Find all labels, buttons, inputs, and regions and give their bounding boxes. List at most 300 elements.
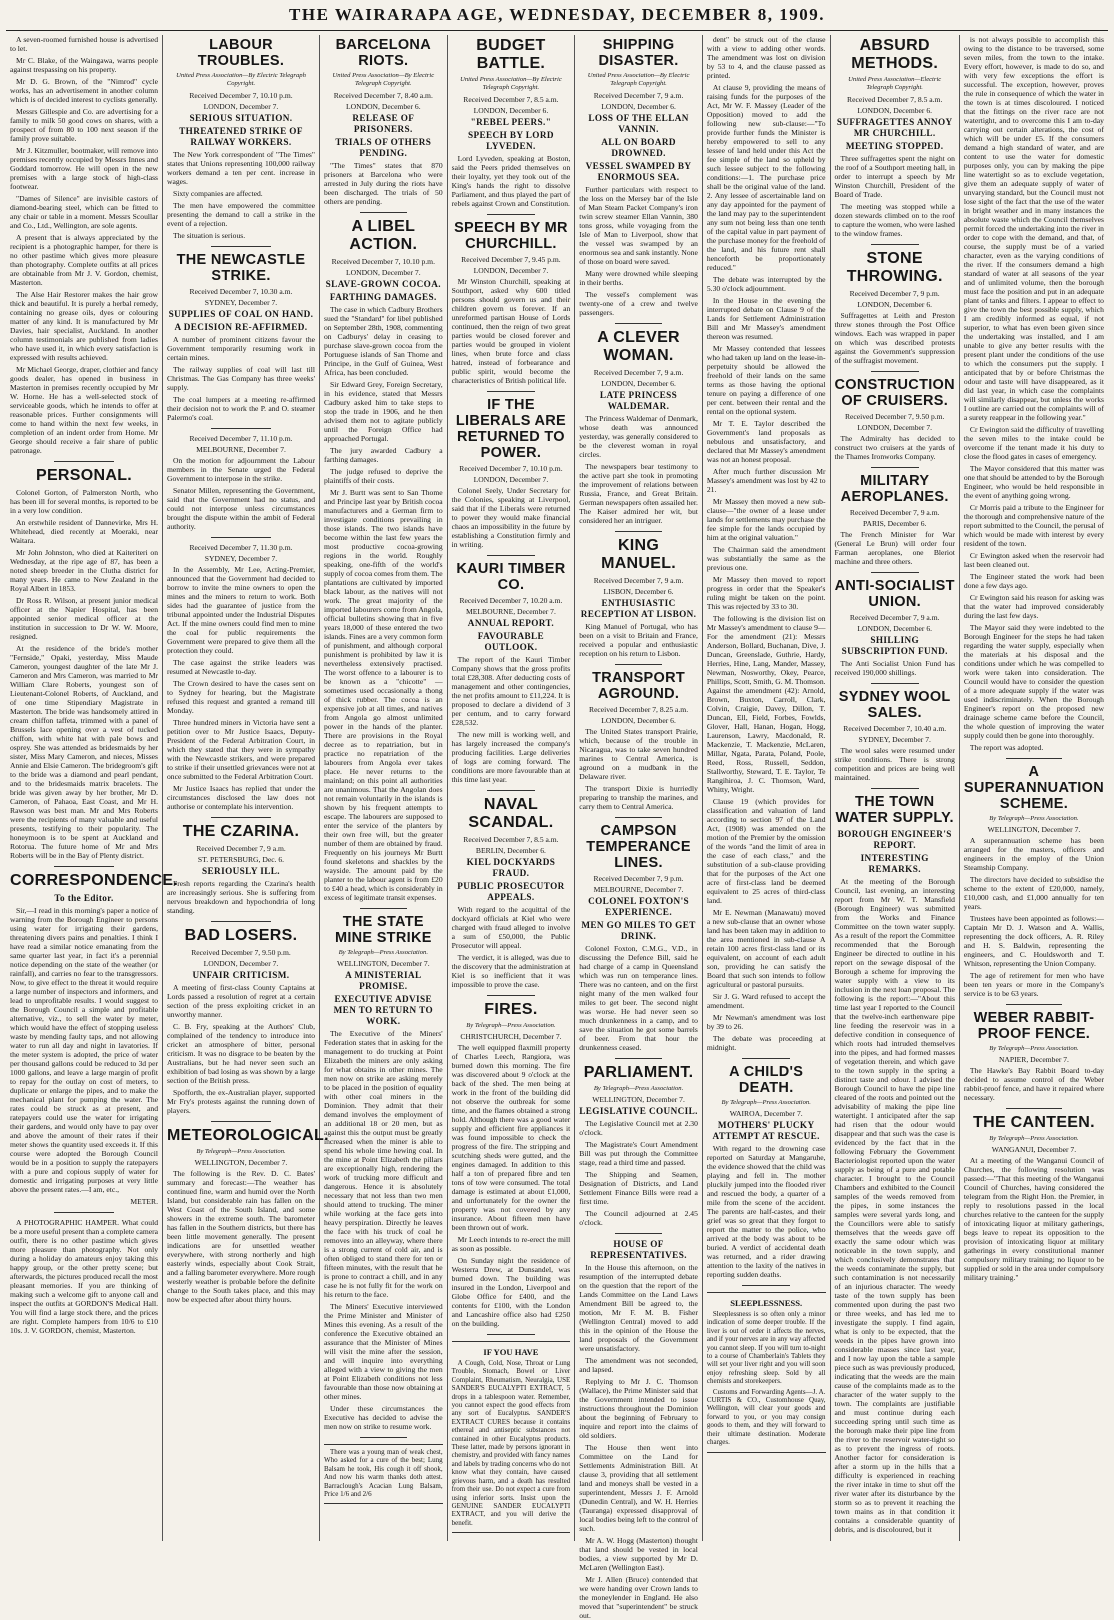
paragraph: Mr T. E. Taylor described the Government's land proposals as nebulous and unsatisfactory, and declared that Mr Massey's amendment was not an honest proposal. — [706, 419, 826, 464]
paragraph: Three suffragettes spent the night on the roof of a Southport meeting hall, in order to interrupt a speech by Mr Winston Churchill, President of the Board of Trade. — [834, 154, 955, 199]
paragraph: The vessel's complement was twenty-one of a crew and twelve passengers. — [579, 290, 698, 317]
divider — [615, 664, 662, 665]
article-heading: LABOUR TROUBLES. — [197, 37, 285, 69]
article-heading: BARCELONA RIOTS. — [335, 37, 431, 69]
dateline: Received December 7, 11.30 p.m. — [189, 543, 293, 552]
paragraph: A number of prominent citizens favour the Government temporarily resuming work in certain mines. — [167, 335, 315, 362]
paragraph: The New York correspondent of "The Times" states that Unions representing 100,000 railway workers demand a ten per cent. increase in wages. — [167, 150, 315, 186]
subheading: ENTHUSIASTIC RECEPTION AT LISBON. — [580, 598, 697, 619]
paragraph: A Cough, Cold, Nose, Throat or Lung Trouble, Stomach, Bowel or Liver Complaint, Rheumatism, Neuralgia, USE SANDER'S EUCALYPTI EXTRACT, 5 drops in a tablespoon water. Remember, you cannot expect the good effects from any sort of Eucalyptus. SANDER'S EXTRACT CURES because it contains ethereal and antiseptic substances not contained in other Eucalyptus products. These latter, made by persons ignorant in chemistry, and provided with fancy names and labels by trading concerns who do not know what they contain, have caused grievous harm, and a death has resulted from their use. Do not expect a cure from using inferior sorts. Insist upon the GENUINE SANDER EUCALYPTI EXTRACT, and you will derive the benefit. — [451, 1359, 571, 1527]
paragraph: Senator Millen, representing the Government, said that the Government had no status, and could not interpose unless circumstances brought the dispute within the ambit of Federal authority. — [167, 486, 315, 531]
divider — [487, 995, 534, 996]
paragraph: The Council adjourned at 2.45 o'clock. — [579, 1209, 698, 1227]
subheading: SERIOUS SITUATION. — [189, 113, 293, 123]
place-date: SYDNEY, December 7. — [858, 735, 931, 744]
paragraph: The Executive of the Miners' Federation states that in asking for the management to do trucking at Point Elizabeth the miners are only asking for what obtains in other mines. The men now on strike are asking merely to be placed in the position of equality with other coal miners in the Dominion. They admit that their demand involves the employment of an additional 18 or 20 men, but as against this the output must be greatly increased when the miner is able to spend his whole time hewing coal. In the mine at Point Elizabeth the pillars are exceptionally high, rendering the work of trucking more difficult and dangerous. Hence it is absolutely necessary that not less than two men should attend to trucking. The miner while working at the face gets into heavy perspiration. Directly he leaves the face with his truck of coal he removes into an alleyway, where there is a strong current of cold air, and is often obliged to stand there for ten or fifteen minutes, with the result that he is prone to contract a chill, and in any case he is not fully fit for the work on his return to the face. — [324, 1029, 443, 1299]
subheading: MEN GO MILES TO GET DRINK. — [581, 920, 696, 941]
article — [452, 796, 571, 989]
paragraph: In the Assembly, Mr Lee, Acting-Premier, announced that the Government had decided to borrow to invite the mine owners to open the mines and the miners to return to work. Both sides had the guarantee of justice from the tribunal appointed under the Industrial Disputes Act. If the mine owners could find men to mine the coal for public requirements the Government were prepared to give them all the protection they could. — [167, 565, 315, 655]
article-heading: KAURI TIMBER CO. — [456, 561, 566, 593]
article — [452, 397, 571, 549]
subheading: EXECUTIVE ADVISE MEN TO RETURN TO WORK. — [333, 994, 434, 1026]
subheading: SUPPLIES OF COAL ON HAND. — [168, 309, 314, 319]
paragraph: The report was adopted. — [969, 743, 1044, 752]
paragraph: Mr E. Newman (Manawatu) moved a new sub-clause that an owner whose land has been taken may in addition to the area mentioned in sub-clause A retain 100 acres first-class land or its equivalent, on account of each adult son, providing he can satisfy the Board that such son intends to follow agricultural or pastoral pursuits. — [706, 908, 826, 989]
masthead-title: THE WAIRARAPA AGE, WEDNESDAY, DECEMBER 8, 1909. — [289, 5, 825, 24]
paragraph: Lord Lyveden, speaking at Boston, said the Peers prided themselves on their loyalty, yet they took out of the King's hands the right to dissolve Parliament, and thus played the part of rebels against Crown and Constitution. — [451, 154, 571, 208]
dateline: Received December 7, 8.5 a.m. — [463, 95, 559, 104]
place-date: MELBOURNE, December 7. — [593, 885, 684, 894]
paragraph: Cr Morris paid a tribute to the Engineer for the thorough and comprehensive nature of the report submitted to the Council, the perusal of which would be made with interest by every resident of the town. — [963, 503, 1104, 548]
article — [835, 578, 955, 677]
article-heading: MILITARY AEROPLANES. — [840, 473, 949, 505]
article-heading: KING MANUEL. — [601, 537, 677, 572]
subheading: SLAVE-GROWN COCOA. — [325, 279, 441, 289]
article-heading: CORRESPONDENCE. — [10, 872, 179, 889]
paragraph: A PHOTOGRAPHIC HAMPER. What could be a more useful present than a complete camera outfit, there is no other pastime which gives more pleasure than photography. Not only during a holiday do amateurs enjoy taking this happy group, or the other pretty scene; but afterwards, the pictures produced recall the most pleasant memories. If you are thinking of making such a welcome gift to anyone call and inspect the outfits at GORDON'S Medical Hall. You will find a large stock there, and the prices are right. Complete hampers from 10/6 to £10 10s. J. V. GORDON, chemist, Masterton. — [10, 1218, 159, 1335]
divider — [871, 244, 919, 245]
ad-heading: IF YOU HAVE — [483, 1347, 539, 1357]
paragraph: Colonel Gorton, of Palmerston North, who has been ill for several months, is reported to be in a very low condition. — [10, 488, 158, 515]
place-date: WANGANUI, December 7. — [991, 1145, 1077, 1154]
dateline: Received December 7, 8.25 a.m. — [589, 705, 689, 714]
article — [10, 35, 158, 455]
article — [707, 35, 826, 1052]
divider — [871, 572, 919, 573]
subheading: MOTHERS' PLUCKY ATTEMPT AT RESCUE. — [712, 1120, 820, 1141]
place-date: WAIROA, December 7. — [729, 1109, 803, 1118]
paragraph: Fresh reports regarding the Czarina's health are increasingly serious. She is suffering from nervous breakdown and hypochondria of long standing. — [167, 879, 315, 915]
paragraph: A seven-roomed furnished house is advertised to let. — [10, 35, 158, 53]
wire-credit: United Press Association—By Electric Telegraph Copyright. — [587, 72, 690, 87]
subheading: INTERESTING REMARKS. — [860, 853, 929, 874]
paragraph: Trustees have been appointed as follows:—Captain Mr D. J. Watson and A. Wallis, representing the dock officers, A. R. Riley and H. S. Baldwin, representing the engineers, and C. Houldsworth and T. Whitson, representing the Union Company. — [963, 914, 1104, 968]
divider — [54, 1212, 113, 1213]
article — [167, 37, 315, 240]
paragraph: The verdict, it is alleged, was due to the discovery that the administration at Kiel is so inefficient that it was impossible to prove the case. — [451, 953, 571, 989]
paragraph: A meeting of first-class County Captains at Lords passed a resolution of regret at a certain section of the press exploiting cricket in an unworthy manner. — [167, 983, 315, 1019]
paragraph: Cr Ewington said the difficulty of travelling the seven miles to the intake could be overcome if the tenant made it his duty to close the flood gates in cases of emergency. — [963, 425, 1104, 461]
paragraph: The Alse Hair Restorer makes the hair grow thick and beautiful. It is purely a herbal remedy, containing no grease oils, dyes or colouring matter of any kind. It is manufactured by Mr Davies, hair specialist, Auckland. In another column testimonials are published from ladies who have used it, in which every satisfaction is expressed with results achieved. — [10, 290, 158, 362]
place-date: LONDON, December 6. — [857, 624, 933, 633]
subheading: SUFFRAGETTES ANNOY MR CHURCHILL. — [836, 117, 953, 138]
paragraph: Sir J. G. Ward refused to accept the amendment. — [706, 992, 826, 1010]
dateline: Received December 7, 9 a.m. — [849, 613, 940, 622]
place-date: LONDON, December 6. — [601, 102, 676, 111]
paragraph: Mr Winston Churchill, speaking at Southport, asked why 600 titled persons should govern us and their children govern us forever. If an unreformed partisan House of Lords continued, then the reign of two great parties would be closed forever and parties would be grouped in violent lines, when brute force and class hatred, instead of forbearance and public spirit, would become the characteristics of British political life. — [451, 277, 571, 385]
subheading: KIEL DOCKYARDS FRAUD. — [466, 857, 556, 878]
dateline: Received December 7, 9 a.m. — [593, 576, 684, 585]
dateline: Received December 7, 8.5 a.m. — [847, 95, 943, 104]
paragraph: On the motion for adjournment the Labour members in the Senate urged the Federal Government to interpose in the strike. — [167, 456, 315, 483]
dateline: Received December 7, 9 p.m. — [849, 289, 940, 298]
subheading: VESSEL SWAMPED BY ENORMOUS SEA. — [585, 161, 692, 182]
paragraph: Mr Leech intends to re-erect the mill as soon as possible. — [451, 1235, 571, 1253]
paragraph: The coal lumpers at a meeting re-affirmed their decision not to work the P. and O. steamer Palermo's coal. — [167, 395, 315, 422]
divider — [211, 537, 270, 538]
wire-credit: By Telegraph—Press Association. — [338, 949, 428, 956]
paragraph: The Crown desired to have the cases sent on to Sydney for hearing, but the Magistrate refused this request and granted a remand till Monday. — [167, 679, 315, 715]
place-date: MELBOURNE, December 7. — [196, 445, 286, 454]
article — [964, 1114, 1104, 1282]
paragraph: On Sunday night the residence of Westerra Drew, at Dunsandel, was burned down. The building was insured in the London, Liverpool and Globe Office for £400, and the contents for £100, with the London and Lancashire office also had £250 on the building. — [451, 1256, 571, 1328]
paragraph: Mr Justice Isaacs has replied that under the circumstances disclosed the law does not authorise or contemplate his intervention. — [167, 784, 315, 811]
subheading: SERIOUSLY ILL. — [202, 866, 280, 876]
dateline: Received December 7, 10.20 a.m. — [459, 596, 563, 605]
paragraph: The case against the strike leaders was resumed at Newcastle to-day. — [167, 658, 315, 676]
divider — [487, 391, 534, 392]
article — [579, 670, 698, 811]
paragraph: The Chairman said the amendment was substantially the same as the previous one. — [706, 545, 826, 572]
paragraph: The Shipping and Seamen, Designation of Districts, and Land Settlement Finance Bills were read a first time. — [579, 1170, 698, 1206]
divider — [211, 921, 270, 922]
subheading: A DECISION RE-AFFIRMED. — [174, 322, 308, 332]
article-heading: ANTI-SOCIALIST UNION. — [834, 578, 955, 610]
paragraph: Suffragettes at Leith and Preston threw stones through the Post Office windows. Each was wrapped in paper on which was described protests against the Government's suppression of the suffragist movement. — [834, 311, 955, 365]
divider — [615, 531, 662, 532]
paragraph: Mr J. Kitzmuller, bootmaker, will remove into premises recently occupied by Messrs Innes and Goddard tomorrow. He will open in the new premises with a large stock of high-class footwear. — [10, 146, 158, 191]
article-heading: PARLIAMENT. — [583, 1064, 694, 1081]
place-date: SYDNEY, December 7. — [204, 554, 278, 563]
article — [835, 37, 955, 238]
wire-credit: By Telegraph—Press Association. — [989, 1135, 1079, 1142]
article-heading: IF THE LIBERALS ARE RETURNED TO POWER. — [455, 397, 567, 461]
article-heading: METEOROLOGICAL. — [167, 1127, 329, 1144]
place-date: LONDON, December 7. — [473, 266, 549, 275]
wire-credit: United Press Association—By Electric Telegraph Copyright. — [176, 72, 306, 87]
article-heading: A CHILD'S DEATH. — [729, 1064, 804, 1096]
article-heading: THE NEWCASTLE STRIKE. — [176, 252, 306, 284]
subheading: UNFAIR CRITICISM. — [192, 970, 290, 980]
ad-heading: SLEEPLESSNESS. — [730, 1298, 803, 1308]
paragraph: Many were drowned while sleeping in their berths. — [579, 269, 698, 287]
article-heading: SYDNEY WOOL SALES. — [838, 689, 951, 721]
subheading: ANNUAL REPORT. — [467, 618, 555, 628]
article-heading: STONE THROWING. — [846, 250, 943, 285]
paragraph: The meeting was stopped while a dozen stewards climbed on to the roof to capture the women, who were lashed to the window frames. — [834, 202, 955, 238]
article-heading: SPEECH BY MR CHURCHILL. — [454, 220, 568, 252]
paragraph: With regard to the drowning case reported on Saturday at Mangaruhe, the evidence showed that the child was playing and fell in. The mother pluckily jumped into the flooded river and rescued the body, a quarter of a mile from the scene of the accident. The parents are half-castes, and their grief was so great that they forgot to report the matter to the police, who arrived at the body was about to be buried. A verdict of accidental death was returned, and a rider drawing attention to the laxity of the natives in reporting sudden deaths. — [706, 1144, 826, 1279]
article-heading: A SUPERANNUATION SCHEME. — [963, 764, 1104, 812]
paragraph: Sleeplessness is so often only a minor indication of some deeper trouble. If the liver is out of order it affects the nerves, and if your nerves are in any way affected you cannot sleep. If you will turn to-night to a course of Chamberlain's Tablets they will set your liver right and you will soon enjoy refreshing sleep. Sold by all chemists and storekeepers. — [706, 1310, 826, 1386]
paragraph: The situation is serious. — [173, 231, 246, 240]
article — [324, 218, 443, 902]
dateline: Received December 7, 9 a.m. — [849, 508, 940, 517]
divider — [487, 1334, 534, 1335]
article — [167, 434, 315, 531]
article-heading: ABSURD METHODS. — [851, 37, 939, 72]
dateline: Received December 7, 10.40 a.m. — [843, 724, 947, 733]
place-date: WELLINGTON, December 7. — [336, 959, 430, 968]
article — [324, 37, 443, 206]
place-date: LONDON, December 7. — [203, 959, 279, 968]
subheading: TRIALS OF OTHERS PENDING. — [335, 137, 432, 158]
place-date: PARIS, December 6. — [862, 519, 927, 528]
divider — [360, 212, 407, 213]
wire-credit: By Telegraph—Press Association. — [989, 815, 1079, 822]
dateline: Received December 7, 10.10 p.m. — [189, 91, 293, 100]
paragraph: At a meeting of the Wanganui Council of Churches, the following resolution was passed:—"That this meeting of the Wanganui Council of Churches, having considered the telegram from the Right Hon. the Premier, in reply to resolutions passed in the local churches relative to the canteen for the supply of intoxicating liquor at military gatherings, begs leave to repeat its opposition to the provision of intoxicating liquor at military gatherings in every constitutional manner compulsory military training; no liquor to be supplied or sold in the area under compulsory military training." — [963, 1156, 1104, 1282]
divider — [360, 1437, 407, 1438]
wire-credit: United Press Association—Electric Telegraph Copyright. — [848, 76, 942, 91]
subheading: SPEECH BY LORD LYVEDEN. — [467, 130, 554, 151]
article — [167, 543, 315, 811]
divider — [487, 790, 534, 791]
divider — [211, 428, 270, 429]
divider — [1006, 758, 1062, 759]
paragraph: The newspapers bear testimony to the active part she took in promoting the improvement of relations between Russia, France, and Great Britain. German newspapers often assailed her. The Kaiser admired her wit, but considered her an intriguer. — [579, 462, 698, 525]
paragraph: The Engineer stated the work had been done a few days ago. — [963, 572, 1104, 590]
paragraph: In the House in the evening the interrupted debate on Clause 9 of the Lands for Settlement Administration Bill and Mr Massey's amendment thereon was resumed. — [706, 296, 826, 341]
paragraph: The Hawke's Bay Rabbit Board to-day decided to assume control of the Weber rabbit-proof fence, and have it repaired where necessary. — [963, 1066, 1104, 1102]
paragraph: Replying to Mr J. C. Thomson (Wallace), the Prime Minister said that the Government intended to issue instructions throughout the Dominion about the beginning of February to inquire and report into the claims of old soldiers. — [579, 1377, 698, 1440]
article — [579, 1064, 698, 1227]
place-date: LONDON, December 6. — [857, 300, 933, 309]
divider — [871, 467, 919, 468]
article — [579, 1239, 698, 1620]
paragraph: The transport Dixie is hurriedly preparing to tranship the marines, and carry them to Central America. — [579, 784, 698, 811]
paragraph: A superannuation scheme has been arranged for the masters, officers and engineers in the employ of the Union Steamship Company. — [963, 836, 1104, 872]
column-4 — [448, 35, 576, 1541]
article — [167, 927, 315, 1115]
divider — [615, 1058, 662, 1059]
paragraph: At the meeting of the Borough Council, last evening, an interesting report from Mr W. T. Mansfield (Borough Engineer) was submitted from the Works and Finance Committee on the town water supply. As a result of the report the Committee recommended that the Borough Engineer be directed to outline in his report on the sewage disposal of the Borough a scheme for improving the water supply with a view to its inclusion in the next loan proposal. The following is the report:—"About this time last year I reported to the Council that the twelve-inch earthenware pipe line feeding the reservoir was in a defective condition in consequence of which roots had intruded themselves into the pipes, and had formed masses of vegetation therein, and which gave to the town supply in the spring a distinct taste and odour. I advised the Borough Council to have the pipe line cleared of the roots and pointed out the advisability of making the pipe line watertight. I anticipated after the sap had risen that the odour would disappear and that such was the case is evidenced by the fact that in the following February the Government Bacteriologist reported upon the water supply as being of a pure and potable character. I brought to the Council Chambers and exhibited to the Council samples of the weeds removed from the pipes, in some instances the samples were several yards long, and the Councillors were able to satisfy themselves that the weeds gave off exactly the same odour which was noticeable in the town supply, and which conclusively demonstrates that the weeds contaminate the supply, but such contamination is not necessarily of an injurious character. The weedy taste of the town supply has been commented upon during the past two or three weeks, and has led me to investigate the supply. I find again, what is only to be expected, that the weeds in the pipes have grown into considerable masses since last year, and I now lay upon the table a sample piece such as was previously produced, indicating that the weeds are the main cause of the complaints made as to the character of the water supply to the town. The complaints are justifiable and must continue during each succeeding spring until such time as the borough make their pipe line from the river to the reservoir water-tight so as to prevent the ingress of roots. Another factor for consideration is after a storm up in the hills that a difficulty is experienced in reaching the river intake in time to shut off the river water after its disturbance by the storm so as to prevent it reaching the town mains as in that condition it contains a considerable quantity of debris, and is discoloured, but it — [834, 877, 955, 1534]
paragraph: The railway supplies of coal will last till Christmas. The Gas Company has three weeks' supply. — [167, 365, 315, 392]
divider — [1006, 1004, 1062, 1005]
dateline: Received December 7, 10.30 a.m. — [189, 287, 293, 296]
paragraph: The Admiralty has decided to construct two cruisers at the yards of the Thames Ironworks Company. — [834, 434, 955, 461]
article — [452, 37, 571, 208]
paragraph: Mr C. Blake, of the Waingawa, warns people against trespassing on his property. — [10, 56, 158, 74]
subheading: COLONEL FOXTON'S EXPERIENCE. — [588, 896, 690, 917]
advertisement — [707, 1292, 826, 1453]
column-6 — [703, 35, 831, 1541]
paragraph: C. B. Fry, speaking at the Authors' Club, complained of the tendency to introduce into cricket an atmosphere of bitter, personal criticism. It was no disgrace to be beaten by the Australians, but he had never seen such an exhibition of bad losing as was shown by a large section of the British press. — [167, 1022, 315, 1085]
paragraph: The age of retirement for men who have been ten years or more in the Company's service is to be 63 years. — [963, 971, 1104, 998]
divider — [871, 683, 919, 684]
place-date: SYDNEY, December 7. — [204, 298, 278, 307]
paragraph: Under these circumstances the Executive has decided to advise the men now on strike to resume work. — [324, 1404, 443, 1431]
place-date: BERLIN, December 6. — [475, 846, 546, 855]
paragraph: The men have empowered the committee presenting the demand to call a strike in the event of a rejection. — [167, 201, 315, 228]
wire-credit: By Telegraph—Press Association. — [593, 1085, 684, 1092]
article — [10, 872, 179, 1206]
article — [452, 561, 571, 784]
article — [835, 794, 955, 1534]
wire-credit: United Press Association—By Electric Telegraph Copyright. — [460, 76, 562, 91]
paragraph: Messrs Gillespie and Co. are advertising for a family to milk 50 good cows on shares, with a prospect of from 80 to 100 next season if the family prove suitable. — [10, 107, 158, 143]
paragraph: Mr D. G. Brown, of the "Nimrod" cycle works, has an advertisement in another column which is of decided interest to cyclists generally. — [10, 77, 158, 104]
paragraph: The Princess Waldemar of Denmark, whose death was announced yesterday, was generally considered to be the cleverest woman in royal circles. — [579, 414, 698, 459]
paragraph: The debate was proceeding at midnight. — [706, 1034, 826, 1052]
paragraph: Mr A. W. Hogg (Masterton) thought that land should be vested in local bodies, a view supported by Mr D. McLaren (Wellington East). — [579, 1536, 698, 1572]
article-heading: BUDGET BATTLE. — [476, 37, 546, 72]
paragraph: Three hundred miners in Victoria have sent a petition over to Mr Justice Isaacs, Deputy-President of the Federal Arbitration Court, in which they stated that they were in sympathy with the Newcastle strikers, and were prepared to strike if their unsettled grievances were not at once submitted to the Federal Arbitration Court. — [167, 718, 315, 781]
paragraph: Mr J. Allen (Bruce) contended that we were handing over Crown lands to the moneylender in England. He also moved that "superintendent" be struck out. — [579, 1575, 698, 1620]
paragraph: Dr Ross R. Wilson, at present junior medical officer at the Napier Hospital, has been appointed senior medical officer at the institution in succession to Dr W. W. Moore, resigned. — [10, 596, 158, 641]
paragraph: The amendment was not seconded, and lapsed. — [579, 1356, 698, 1374]
divider — [1006, 1108, 1062, 1109]
subheading: To the Editor. — [54, 893, 114, 903]
place-date: LONDON, December 6. — [857, 106, 933, 115]
dateline: Received December 7, 10.10 p.m. — [331, 257, 435, 266]
subheading: ALL ON BOARD DROWNED. — [601, 137, 676, 158]
article — [579, 37, 698, 317]
paragraph: There was a young man of weak chest, Who asked for a cure of the best; Lung Balsam he took, His cough it off shook, And now his warm thanks doth attest. Barraclough's Acacian Lung Balsam, Price 1/6 and 2/6 — [324, 1448, 443, 1499]
article-heading: WEBER RABBIT-PROOF FENCE. — [973, 1010, 1095, 1042]
column-5 — [575, 35, 703, 1620]
masthead — [6, 0, 1108, 31]
dateline: Received December 7, 9 a.m. — [593, 368, 684, 377]
divider — [871, 371, 919, 372]
paragraph: Clause 19 (which provides for classification and valuation of land according to section 97 of the Land Act, (1908) was amended on the motion of the Premier by the omission of the words "and the limit of area in the case of each class," and the substitution of a sub-clause providing that for the purposes of the Act one acre of first-class land be deemed equivalent to 25 acres of third-class land. — [706, 797, 826, 905]
place-date: MELBOURNE, December 7. — [466, 607, 556, 616]
paragraph: The wool sales were resumed under strike conditions. There is strong competition and prices are being well maintained. — [834, 746, 955, 782]
paragraph: "The Times" states that 870 prisoners at Barcelona who were arrested in July during the riots have been discharged. The trials of 50 others are pending. — [324, 161, 443, 206]
article-heading: THE STATE MINE STRIKE — [334, 914, 432, 946]
article — [835, 377, 955, 461]
article — [579, 537, 698, 658]
paragraph: Cr Ewington said his reason for asking was that the water had improved considerably during the last few days. — [963, 593, 1104, 620]
article-heading: TRANSPORT AGROUND. — [592, 670, 686, 702]
subheading: MEETING STOPPED. — [845, 141, 944, 151]
paragraph: The case in which Cadbury Brothers sued the "Standard" for libel published on September 28th, 1908, commenting on Cadburys' delay in ceasing to purchase slave-grown cocoa from the Portuguese islands of San Thome and Principe, in the Gulf of Guinea, West Africa, has been concluded. — [324, 305, 443, 377]
article — [835, 473, 955, 566]
paragraph: The debate was interrupted by the 5.30 o'clock adjournment. — [706, 275, 826, 293]
place-date: LISBON, December 6. — [603, 587, 674, 596]
paragraph: Colonel Seely, Under Secretary for the Colonies, speaking at Liverpool, said that if the Liberals were returned to power they would make financial chaos an impossibility in the future by establishing a Constitution firmly and in writing. — [451, 486, 571, 549]
divider — [615, 1233, 662, 1234]
article-heading: A CLEVER WOMAN. — [597, 329, 680, 364]
paragraph: A present that is always appreciated by the recipient is a photographic hamper, for there is no other pastime which gives more pleasure than photography. Complete outfits at all prices are obtainable from Mr J. V. Gordon, chemist, Masterton. — [10, 233, 158, 287]
paragraph: "Dames of Silence" are invisible castors of diamond-bearing steel, which can be fitted to any chair or table in a moment. Messrs Scoullar and Co., Ltd., Wellington, are sole agents. — [10, 194, 158, 230]
paragraph: The judge refused to deprive the plaintiffs of their costs. — [324, 467, 443, 485]
paragraph: The United States transport Prairie, which, because of the trouble in Nicaragua, was to take seven hundred marines to Central America, is aground on a mudbank in the Delaware river. — [579, 727, 698, 781]
paragraph: is not always possible to accomplish this owing to the distance to be traversed, some seven miles, from the town to the intake. Every effort, however, is made to do so, and with very few exceptions the effort is successful. The exception, however, proves the rule in consequence of which the water in the town is at times discoloured. I noticed that the fittings on the river race are not watertight, and to overcome this I am to-day carrying out certain alterations, the cost of which will be under £5. If the consumers demand a high standard of water, and are content to use the water for domestic purposes only, you can by making the pipe line watertight so as to exclude vegetation, give them an adequate supply of water of unvarying standard, but the Council must not lose sight of the fact that the use of the water in bright weather and in many instances the absolute waste which the Council themselves permit forced the undertaking into the river in order to cope with the demand, and that, of course, the supply must be of a varied character, even as the varying conditions of the river. If the consumers demand a high standard of water at all seasons of the year and of unlimited volume, then the borough must face the position and put in an adequate plant of tanks and filters. I appear to effect to give the town the best possible supply, which I am credibly informed as equal, if not superior, to what has even been given since the undertaking was installed, and I am unable to give any better results with the present plant under the conditions of the use to which the consumers put the supply. I anticipated that by or before Christmas the odour and taste will have disappeared, as it did last year, in which case the complaints will similarly disappear, but unless the works I outline are carried out the complaints will of a surety reappear in the following year." — [963, 35, 1104, 422]
column-1 — [6, 35, 179, 1541]
divider — [742, 1285, 789, 1286]
paragraph: Cr Ewington asked when the reservoir had last been cleaned out. — [963, 551, 1104, 569]
paragraph: Mr John Johnston, who died at Kaiteriteri on Wednesday, at the ripe age of 87, has been a noted sheep breeder in the Clutha district for many years. He came to New Zealand in the Royal Albert in 1853. — [10, 548, 158, 593]
divider — [487, 214, 534, 215]
divider — [615, 323, 662, 324]
paragraph: The Mayor said they were indebted to the Borough Engineer for the steps he had taken regarding the water supply, especially when the materials at his disposal and the conditions under which he was compelled to work were taken into consideration. The Council would have to consider the question of a more adequate supply if the water was used indiscriminately. When the Borough Engineer's report on the proposed new drainage scheme came before the Council, the whole question of improving the water supply could then be gone into thoroughly. — [963, 623, 1104, 740]
subheading: PUBLIC PROSECUTOR APPEALS. — [457, 881, 565, 902]
article — [964, 35, 1104, 752]
article — [167, 823, 315, 915]
paragraph: The new mill is working well, and has largely increased the company's producing facilities. Large deliveries of logs are coming forward. The conditions are more favourable than at this time last year. — [451, 730, 571, 784]
article — [579, 329, 698, 525]
paragraph: The House then went into Committee on the Land for Settlements Administration Bill. At clause 3, providing that all settlement land and moneys shall be vested in a superintendent, Messrs J. F. Arnold (Dunedin Central), and W. H. Herries (Tauranga) expressed disapproval of local bodies being left to the control of such. — [579, 1443, 698, 1533]
divider — [211, 817, 270, 818]
place-date: WELLINGTON, December 7. — [194, 1158, 288, 1167]
article-heading: FIRES. — [484, 1001, 538, 1018]
subheading: BOROUGH ENGINEER'S REPORT. — [837, 829, 952, 850]
article — [707, 1064, 826, 1279]
paragraph: Further particulars with respect to the loss on the Mersey bar of the Isle of Man Steam Packet Company's iron twin screw steamer Ellan Vannin, 380 tons gross, while voyaging from the Isle of Man to Liverpool, show that the vessel was swamped by an enormous sea and sank instantly. None of those on board were saved. — [579, 185, 698, 266]
signature: METER. — [130, 1197, 158, 1206]
dateline: Received December 7, 8.40 a.m. — [333, 91, 433, 100]
paragraph: dent" be struck out of the clause with a view to adding other words. The amendment was lost on division by 53 to 4, and the clause passed as printed. — [706, 35, 826, 80]
wire-credit: United Press Association—By Electric Telegraph Copyright. — [332, 72, 435, 87]
dateline: Received December 7, 10.10 p.m. — [459, 464, 563, 473]
article-heading: A LIBEL ACTION. — [349, 218, 418, 253]
article — [167, 252, 315, 422]
paragraph: At the residence of the bride's mother "Fernside," Opaki, yesterday, Miss Maude Cameron, youngest daughter of the late Mr J. Cameron and Mrs Cameron, was married to Mr William Clare Roberts, youngest son of Lieutenant-Colonel Roberts, of Auckland, and of one time Stipendiary Magistrate in Masterton. The bride was handsomely attired in cream chiffon taffeta, trimmed with a panel of Brussels lace opening over a vest of tucked chiffon, with white hat with pale bows and osprey. She was attended as bridesmaids by her sister, Miss Mary Cameron, and nieces, Misses Annie and Elsie Cameron. The bridegroom's gift to the bride was a diamond and pearl pendant, and to the bridesmaids matrix bracelets. The bride was given away by her brother, Mr D. Cameron, of Pahaoa, East Coast, and Mr H. Rawson was best man. Mr and Mrs Roberts were the recipients of many valuable and useful presents, testifying to their popularity. The honeymoon is to be spent at Auckland and Rotorua. The future home of Mr and Mrs Roberts will be in the Bay of Plenty district. — [10, 644, 158, 860]
dateline: Received December 7, 9 a.m. — [593, 91, 684, 100]
place-date: WELLINGTON, December 7. — [987, 825, 1081, 834]
dateline: Received December 7, 9.50 p.m. — [844, 412, 945, 421]
advertisement — [452, 1341, 571, 1533]
wire-credit: By Telegraph—Press Association. — [466, 1022, 556, 1029]
dateline: Received December 7, 8.5 a.m. — [463, 835, 559, 844]
paragraph: With regard to the acquittal of the dockyard officials at Kiel who were charged with fraud alleged to involve a sum of £50,000, the Public Prosecutor will appeal. — [451, 905, 571, 950]
paragraph: An erstwhile resident of Dannevirke, Mrs H. Whitehead, died recently at Moeraki, near Waitara. — [10, 518, 158, 545]
paragraph: Mr Massey contended that lessees who had taken up land on the lease-in-perpetuity should be allowed the freehold of their lands on the same terms as those having the optional tenure on paying a difference of one per cent. between their rental and the rental on the optional system. — [706, 344, 826, 416]
subheading: HOUSE OF REPRESENTATIVES. — [590, 1239, 687, 1260]
paragraph: The Miners' Executive interviewed the Prime Minister and Minister of Mines this evening. As a result of the conference the Executive obtained an assurance that the Minister of Mines will visit the mine after the session, and will inquire into everything alleged with a view to giving the men at Point Elizabeth conditions not less favourable than those now obtaining at other mines. — [324, 1302, 443, 1401]
paragraph: Sixty companies are affected. — [173, 189, 263, 198]
wire-credit: By Telegraph—Press Association. — [196, 1148, 286, 1155]
place-date: LONDON, December 6. — [473, 106, 549, 115]
paragraph: King Manuel of Portugal, who has been on a visit to Britain and France, received a popular and enthusiastic reception on his return to Lisbon. — [579, 622, 698, 658]
place-date: LONDON, December 7. — [857, 423, 933, 432]
article-heading: SHIPPING DISASTER. — [598, 37, 679, 69]
article — [964, 764, 1104, 998]
place-date: NAPIER, December 7. — [998, 1055, 1069, 1064]
subheading: LEGISLATIVE COUNCIL. — [579, 1106, 698, 1116]
dateline: Received December 7, 9.45 p.m. — [461, 255, 561, 264]
divider — [360, 908, 407, 909]
subheading: LOSS OF THE ELLAN VANNIN. — [588, 113, 689, 134]
subheading: FAVOURABLE OUTLOOK. — [477, 631, 545, 652]
article-heading: BAD LOSERS. — [184, 927, 298, 944]
article — [452, 1001, 571, 1328]
paragraph: Spofforth, the ex-Australian player, supported Mr Fry's protests against the running down of players. — [167, 1088, 315, 1115]
paragraph: The Legislative Council met at 2.30 o'clock. — [579, 1119, 698, 1137]
divider — [871, 788, 919, 789]
paragraph: Mr Massey then moved to report progress in order that the Speaker's ruling might be taken on the point. This was rejected by 33 to 30. — [706, 575, 826, 611]
article-heading: PERSONAL. — [35, 467, 133, 484]
columns-container — [6, 35, 1108, 1620]
divider — [487, 555, 534, 556]
divider — [54, 866, 113, 867]
paragraph: The Mayor considered that this matter was one that should be attended to by the Borough Engineer, who would be held responsible in the event of anything going wrong. — [963, 464, 1104, 500]
paragraph: Mr Newman's amendment was lost by 39 to 26. — [706, 1013, 826, 1031]
subheading: THREATENED STRIKE OF RAILWAY WORKERS. — [179, 126, 303, 147]
place-date: LONDON, December 7. — [345, 268, 421, 277]
advertisement — [324, 1444, 443, 1504]
article — [964, 1010, 1104, 1102]
article — [835, 250, 955, 365]
article-heading: CAMPSON TEMPERANCE LINES. — [586, 823, 691, 871]
dateline: Received December 7, 9 p.m. — [593, 874, 684, 883]
wire-credit: By Telegraph—Press Association. — [721, 1099, 811, 1106]
paragraph: The Magistrate's Court Amendment Bill was put through the Committee stage, read a third time and passed. — [579, 1140, 698, 1167]
article — [452, 220, 571, 385]
paragraph: The following is the division list on Mr Massey's amendment to clause 9—For the amendment (21): Messrs Anderson, Bollard, Buchanan, Dive, J. Duncan, Greenslade, Guthrie, Hardy, Herries, Hine, Lang, Mander, Massey, Newman, Nosworthy, Okey, Pearce, Phillips, Scott, Smith, G. M. Thomson. Against the amendment (42): Arnold, Brown, Buxton, Carroll, Clark, Colvin, Craigie, Davey, Dillon, T. Duncan, Ell, Field, Forbes, Fowlds, Glover, Hall, Hanan, Hogan, Hogg, Laurenson, Lawry, Macdonald, R. Mackenzie, T. Mackenzie, McLaren, Millar, Ngata, Parata, Poland, Poole, Reed, Ross, Russell, Seddon, Stallworthy, Steward, T. E. Taylor, Te Rangihiroa, J. C. Thomson, Ward, Whitty, Wright. — [706, 614, 826, 794]
place-date: LONDON, December 6. — [601, 716, 676, 725]
column-8 — [960, 35, 1108, 1541]
article-heading: CONSTRUCTION OF CRUISERS. — [834, 377, 955, 409]
dateline: Received December 7, 9 a.m. — [196, 844, 286, 853]
wire-credit: By Telegraph—Press Association. — [989, 1045, 1079, 1052]
column-7 — [831, 35, 960, 1541]
paragraph: Sir,—I read in this morning's paper a notice of warning from the Borough Engineer to persons using water for irrigating their gardens, threatening divers pains and penalties. I think I have read a similar notice emanating from the same quarter last year, in fact it's a perennial notice depending on the state of the weather (or rainfall), and carries no fear to the transgressors. Now, to give effect to the threat it would require a large number of inspectors and informers, and lead to unprofitable results. I would suggest to the Borough Council a simple and profitable alternative, viz., to sell the water by meter, which would have the effect of stopping useless waste by mending faulty taps, and not allowing water to run all day and night in lavatories. If the meter system is adopted, the price of water per thousand gallons could be reduced to 3d per 1000 gallons, and leave a large margin of profit to repay for the outlay on cost of meters, to duplicate or enlarge the pipes, and to make the mechanical plant for pumping the water. The rates could be struck as at present, and ratepayers could use the water for irrigating their gardens, and would only have to pay over and above the amount of their rates if their meter shows the quantity used exceeds it. If this course were adopted the Borough Council would be in a position to supply the ratepayers with a pure and copious supply of water for domestic and irrigating purposes at very little above the present rates.—I am, etc., — [10, 906, 158, 1194]
paragraph: The Anti Socialist Union Fund has received 190,000 shillings. — [834, 659, 955, 677]
subheading: RELEASE OF PRISONERS. — [352, 113, 415, 134]
subheading: LATE PRINCESS WALDEMAR. — [599, 390, 678, 411]
